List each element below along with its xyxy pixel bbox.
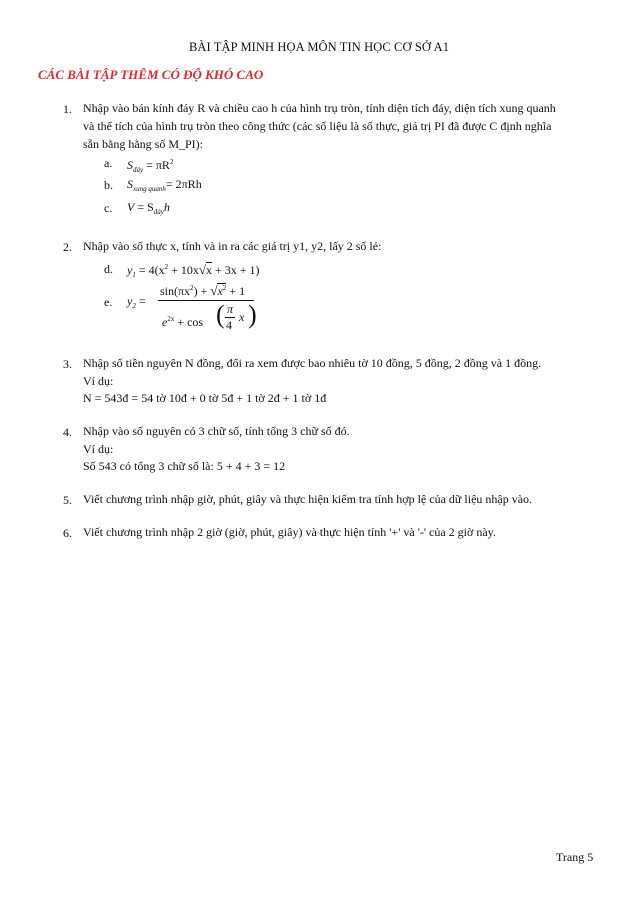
exercise-text-line: Ví dụ: xyxy=(83,374,114,388)
exercise-text-line: Nhập vào số nguyên có 3 chữ số, tính tổng 3 chữ số đó. xyxy=(83,424,350,438)
fraction-pi: π xyxy=(227,302,234,316)
variable-x: x xyxy=(239,310,245,324)
exercise-text-line: N = 543đ = 54 tờ 10đ + 0 tờ 5đ + 1 tờ 2đ + 1 tờ 1đ xyxy=(83,391,327,405)
exercise-number: 3. xyxy=(63,357,72,371)
exercise-text-line: Nhập vào bán kính đáy R và chiều cao h của hình trụ tròn, tính diện tích đáy, diện tích xung quanh xyxy=(83,101,556,115)
exercise-text-line: Ví dụ: xyxy=(83,442,114,456)
exercise-text-line: Nhập số tiền nguyên N đồng, đổi ra xem được bao nhiêu tờ 10 đồng, 5 đồng, 2 đồng và 1 đồng. xyxy=(83,356,542,370)
left-paren: ( xyxy=(216,300,225,329)
fraction-numerator: $\sin(\pi x^2) + √x^2 + 1$ xyxy=(160,283,246,298)
page-header: BÀI TẬP MINH HỌA MÔN TIN HỌC CƠ SỞ A1 xyxy=(188,40,450,54)
fraction-four: 4 xyxy=(226,318,232,332)
item-label: b. xyxy=(104,178,113,192)
right-paren: ) xyxy=(248,300,257,329)
page-number: Trang 5 xyxy=(556,850,594,864)
exercise-number: 4. xyxy=(63,425,72,439)
formula-area-base: $S_{đáy} = \pi R^2$ xyxy=(127,158,174,174)
fraction-denominator: $e^{2x} + \cos$ xyxy=(162,315,204,329)
fraction-bar xyxy=(158,300,254,301)
section-title: CÁC BÀI TẬP THÊM CÓ ĐỘ KHÓ CAO xyxy=(38,67,264,82)
exercise-text-line: Viết chương trình nhập 2 giờ (giờ, phút, giây) và thực hiện tính '+' và '-' của 2 giờ này. xyxy=(83,525,496,539)
exercise-text-line: Số 543 có tổng 3 chữ số là: 5 + 4 + 3 = 12 xyxy=(83,459,286,473)
exercise-number: 2. xyxy=(63,240,72,254)
exercise-text-line: sẵn bằng hằng số M_PI): xyxy=(83,137,203,151)
item-label: e. xyxy=(104,295,113,309)
formula-y1: $y_1 = 4(x^2 + 10x√x + 3x + 1)$ xyxy=(127,262,260,279)
formula-y2-fraction xyxy=(158,281,258,332)
item-label: c. xyxy=(104,201,113,215)
exercise-number: 6. xyxy=(63,526,72,540)
exercise-text-line: Nhập vào số thực x, tính và in ra các giá trị y1, y2, lấy 2 số lẻ: xyxy=(83,239,382,253)
item-label: d. xyxy=(104,262,113,276)
formula-y2-lhs: $y_2$ = xyxy=(127,294,146,310)
exercise-number: 1. xyxy=(63,102,72,116)
exercise-text-line: và thể tích của hình trụ tròn theo công thức (các số liệu là số thực, giá trị PI đã được C định nghĩa xyxy=(83,119,552,133)
formula-volume: $V = S_{đáy}h$ xyxy=(127,200,170,216)
formula-lateral-area: $S_{xung quanh}= 2\pi Rh$ xyxy=(127,177,202,193)
exercise-number: 5. xyxy=(63,493,72,507)
exercise-text-line: Viết chương trình nhập giờ, phút, giây và thực hiện kiểm tra tính hợp lệ của dữ liệu nhập vào. xyxy=(83,492,533,506)
item-label: a. xyxy=(104,156,113,170)
